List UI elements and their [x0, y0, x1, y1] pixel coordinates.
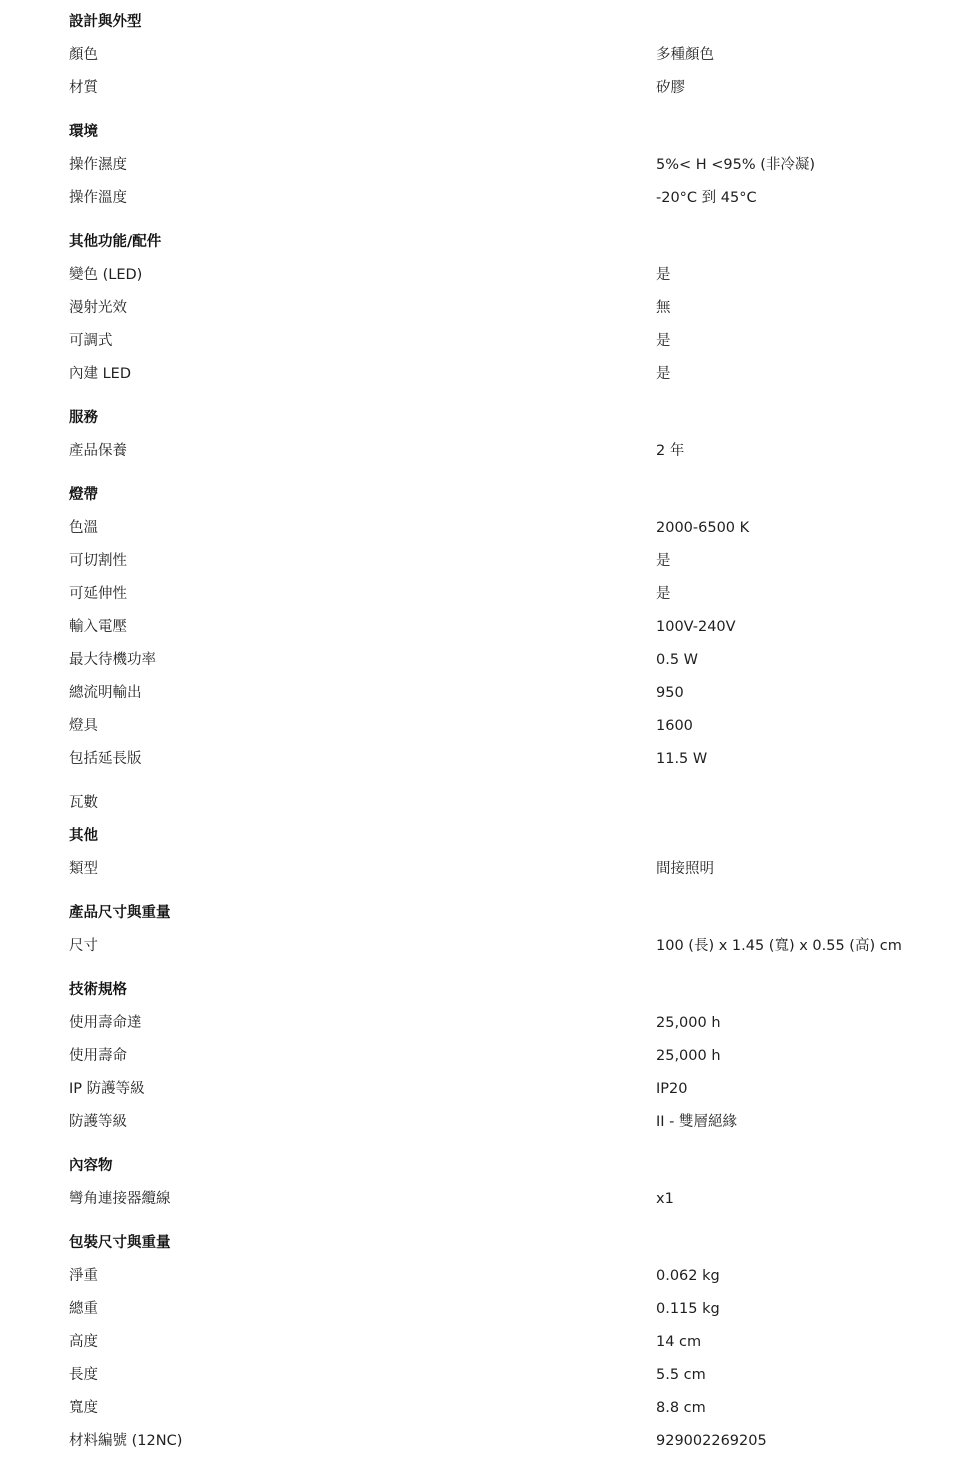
- spec-label: 操作濕度: [69, 157, 127, 173]
- spec-value: 是: [656, 586, 671, 602]
- spec-value: 1600: [656, 718, 693, 734]
- spec-value: 無: [656, 300, 671, 316]
- spec-label: 顏色: [69, 47, 98, 63]
- spec-section: [69, 11, 929, 110]
- spec-label: 寬度: [69, 1400, 98, 1416]
- spec-value: 2 年: [656, 443, 685, 459]
- spec-label: 包括延長版 瓦數: [69, 751, 142, 811]
- spec-value: 100 (長) x 1.45 (寬) x 0.55 (高) cm: [656, 938, 902, 954]
- spec-label: 總流明輸出: [69, 685, 142, 701]
- spec-row: [69, 1111, 929, 1144]
- spec-label: IP 防護等級: [69, 1081, 145, 1097]
- spec-value: 25,000 h: [656, 1048, 721, 1064]
- section-title: 包裝尺寸與重量: [69, 1235, 171, 1251]
- section-title: 內容物: [69, 1158, 113, 1174]
- spec-row: [69, 517, 929, 550]
- spec-row: [69, 858, 929, 891]
- section-title: 設計與外型: [69, 14, 142, 30]
- spec-value: -20°C 到 45°C: [656, 190, 757, 206]
- spec-section: [69, 484, 929, 814]
- spec-label: 材料編號 (12NC): [69, 1433, 183, 1449]
- spec-value: 是: [656, 366, 671, 382]
- spec-label: 使用壽命達: [69, 1015, 142, 1031]
- spec-row: [69, 363, 929, 396]
- spec-value: 0.062 kg: [656, 1268, 720, 1284]
- spec-label: 內建 LED: [69, 366, 132, 382]
- spec-row: [69, 44, 929, 77]
- section-title: 環境: [69, 124, 98, 140]
- spec-row: [69, 682, 929, 715]
- spec-row: [69, 297, 929, 330]
- spec-label: 淨重: [69, 1268, 98, 1284]
- section-title: 其他功能/配件: [69, 234, 162, 250]
- spec-label: 材質: [69, 80, 98, 96]
- spec-row: [69, 440, 929, 473]
- spec-value: x1: [656, 1191, 674, 1207]
- spec-row: [69, 1188, 929, 1221]
- spec-section: [69, 825, 929, 891]
- spec-row: [69, 1430, 929, 1463]
- spec-value: 8.8 cm: [656, 1400, 706, 1416]
- spec-row: [69, 715, 929, 748]
- spec-label: 漫射光效: [69, 300, 127, 316]
- spec-value: 950: [656, 685, 684, 701]
- spec-value: 多種顏色: [656, 47, 714, 63]
- spec-row: [69, 1012, 929, 1045]
- spec-label: 產品保養: [69, 443, 127, 459]
- spec-section: [69, 407, 929, 473]
- spec-value: 0.5 W: [656, 652, 699, 668]
- spec-label: 操作溫度: [69, 190, 127, 206]
- spec-label: 使用壽命: [69, 1048, 127, 1064]
- spec-value: 間接照明: [656, 861, 714, 877]
- spec-value: IP20: [656, 1081, 688, 1097]
- spec-value: 929002269205: [656, 1433, 767, 1449]
- spec-label: 彎角連接器纜線: [69, 1191, 171, 1207]
- spec-row: [69, 583, 929, 616]
- spec-row: [69, 616, 929, 649]
- spec-label: 類型: [69, 861, 98, 877]
- spec-row: [69, 935, 929, 968]
- spec-value: 2000-6500 K: [656, 520, 750, 536]
- spec-row: [69, 1364, 929, 1397]
- spec-value: 14 cm: [656, 1334, 702, 1350]
- spec-row: [69, 649, 929, 682]
- spec-label: 長度: [69, 1367, 98, 1383]
- spec-value: 100V-240V: [656, 619, 736, 635]
- spec-label: 輸入電壓: [69, 619, 127, 635]
- spec-label: 可切割性: [69, 553, 127, 569]
- spec-label: 可延伸性: [69, 586, 127, 602]
- spec-row: [69, 77, 929, 110]
- spec-value: 0.115 kg: [656, 1301, 720, 1317]
- spec-row: [69, 1331, 929, 1364]
- spec-label: 總重: [69, 1301, 98, 1317]
- spec-row: [69, 1045, 929, 1078]
- spec-value: 是: [656, 333, 671, 349]
- spec-label: 防護等級: [69, 1114, 127, 1130]
- spec-value: 是: [656, 553, 671, 569]
- spec-label: 高度: [69, 1334, 98, 1350]
- spec-value: 5.5 cm: [656, 1367, 706, 1383]
- spec-row: [69, 154, 929, 187]
- spec-row: [69, 1397, 929, 1430]
- spec-section: [69, 1155, 929, 1221]
- spec-row: [69, 264, 929, 297]
- spec-row: [69, 1078, 929, 1111]
- spec-label: 色溫: [69, 520, 98, 536]
- section-title: 燈帶: [69, 487, 98, 503]
- section-title: 服務: [69, 410, 98, 426]
- section-title: 技術規格: [69, 982, 127, 998]
- spec-value: 11.5 W: [656, 751, 708, 767]
- spec-row: [69, 187, 929, 220]
- spec-section: [69, 121, 929, 220]
- spec-row: [69, 748, 929, 814]
- spec-section: [69, 979, 929, 1144]
- spec-value: II - 雙層絕緣: [656, 1114, 738, 1130]
- spec-row: [69, 1265, 929, 1298]
- spec-section: [69, 231, 929, 396]
- spec-label: 變色 (LED): [69, 267, 143, 283]
- spec-value: 矽膠: [656, 80, 685, 96]
- spec-row: [69, 550, 929, 583]
- spec-label: 可調式: [69, 333, 113, 349]
- spec-value: 是: [656, 267, 671, 283]
- spec-section: [69, 902, 929, 968]
- section-title: 產品尺寸與重量: [69, 905, 171, 921]
- spec-label: 最大待機功率: [69, 652, 156, 668]
- spec-value: 25,000 h: [656, 1015, 721, 1031]
- spec-row: [69, 330, 929, 363]
- spec-table: [69, 11, 929, 1463]
- section-title: 其他: [69, 828, 98, 844]
- spec-value: 5%< H <95% (非冷凝): [656, 157, 816, 173]
- spec-section: [69, 1232, 929, 1463]
- spec-label: 燈具: [69, 718, 98, 734]
- spec-label: 尺寸: [69, 938, 98, 954]
- spec-row: [69, 1298, 929, 1331]
